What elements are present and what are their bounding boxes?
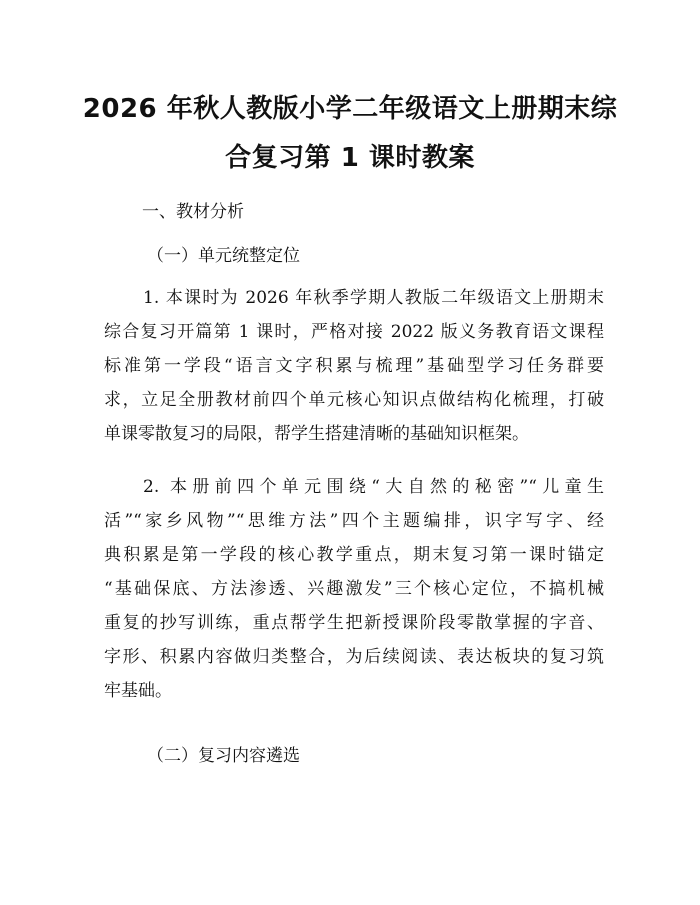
paragraph-1 xyxy=(104,281,604,451)
paragraph-1-line: 求，立足全册教材前四个单元核心知识点做结构化梳理，打破 xyxy=(104,390,604,410)
paragraph-2-line: 活”“家乡风物”“思维方法”四个主题编排，识字写字、经 xyxy=(104,511,604,531)
document-title-line-2: 合复习第 1 课时教案 xyxy=(225,143,475,173)
paragraph-2-line: 字形、积累内容做归类整合，为后续阅读、表达板块的复习筑 xyxy=(104,647,604,667)
paragraph-1-line: 1. 本课时为 2026 年秋季学期人教版二年级语文上册期末 xyxy=(143,288,604,308)
document-title-line-1: 2026 年秋人教版小学二年级语文上册期末综 xyxy=(82,94,618,124)
paragraph-2-line: “基础保底、方法渗透、兴趣激发”三个核心定位，不搞机械 xyxy=(104,579,604,599)
paragraph-2-line: 2. 本册前四个单元围绕“大自然的秘密”“儿童生 xyxy=(143,477,604,497)
paragraph-2-line: 牢基础。 xyxy=(104,681,172,701)
paragraph-1-line: 综合复习开篇第 1 课时，严格对接 2022 版义务教育语文课程 xyxy=(104,322,604,342)
subsection-heading-review-content-selection: （二）复习内容遴选 xyxy=(147,746,300,766)
subsection-heading-unit-positioning: （一）单元统整定位 xyxy=(147,246,300,266)
paragraph-2 xyxy=(104,470,604,708)
paragraph-2-line: 重复的抄写训练，重点帮学生把新授课阶段零散掌握的字音、 xyxy=(104,613,604,633)
paragraph-2-line: 典积累是第一学段的核心教学重点，期末复习第一课时锚定 xyxy=(104,545,604,565)
paragraph-1-line: 单课零散复习的局限，帮学生搭建清晰的基础知识框架。 xyxy=(104,424,529,444)
section-heading-teaching-material-analysis: 一、教材分析 xyxy=(142,202,244,222)
paragraph-1-line: 标准第一学段“语言文字积累与梳理”基础型学习任务群要 xyxy=(104,356,604,376)
